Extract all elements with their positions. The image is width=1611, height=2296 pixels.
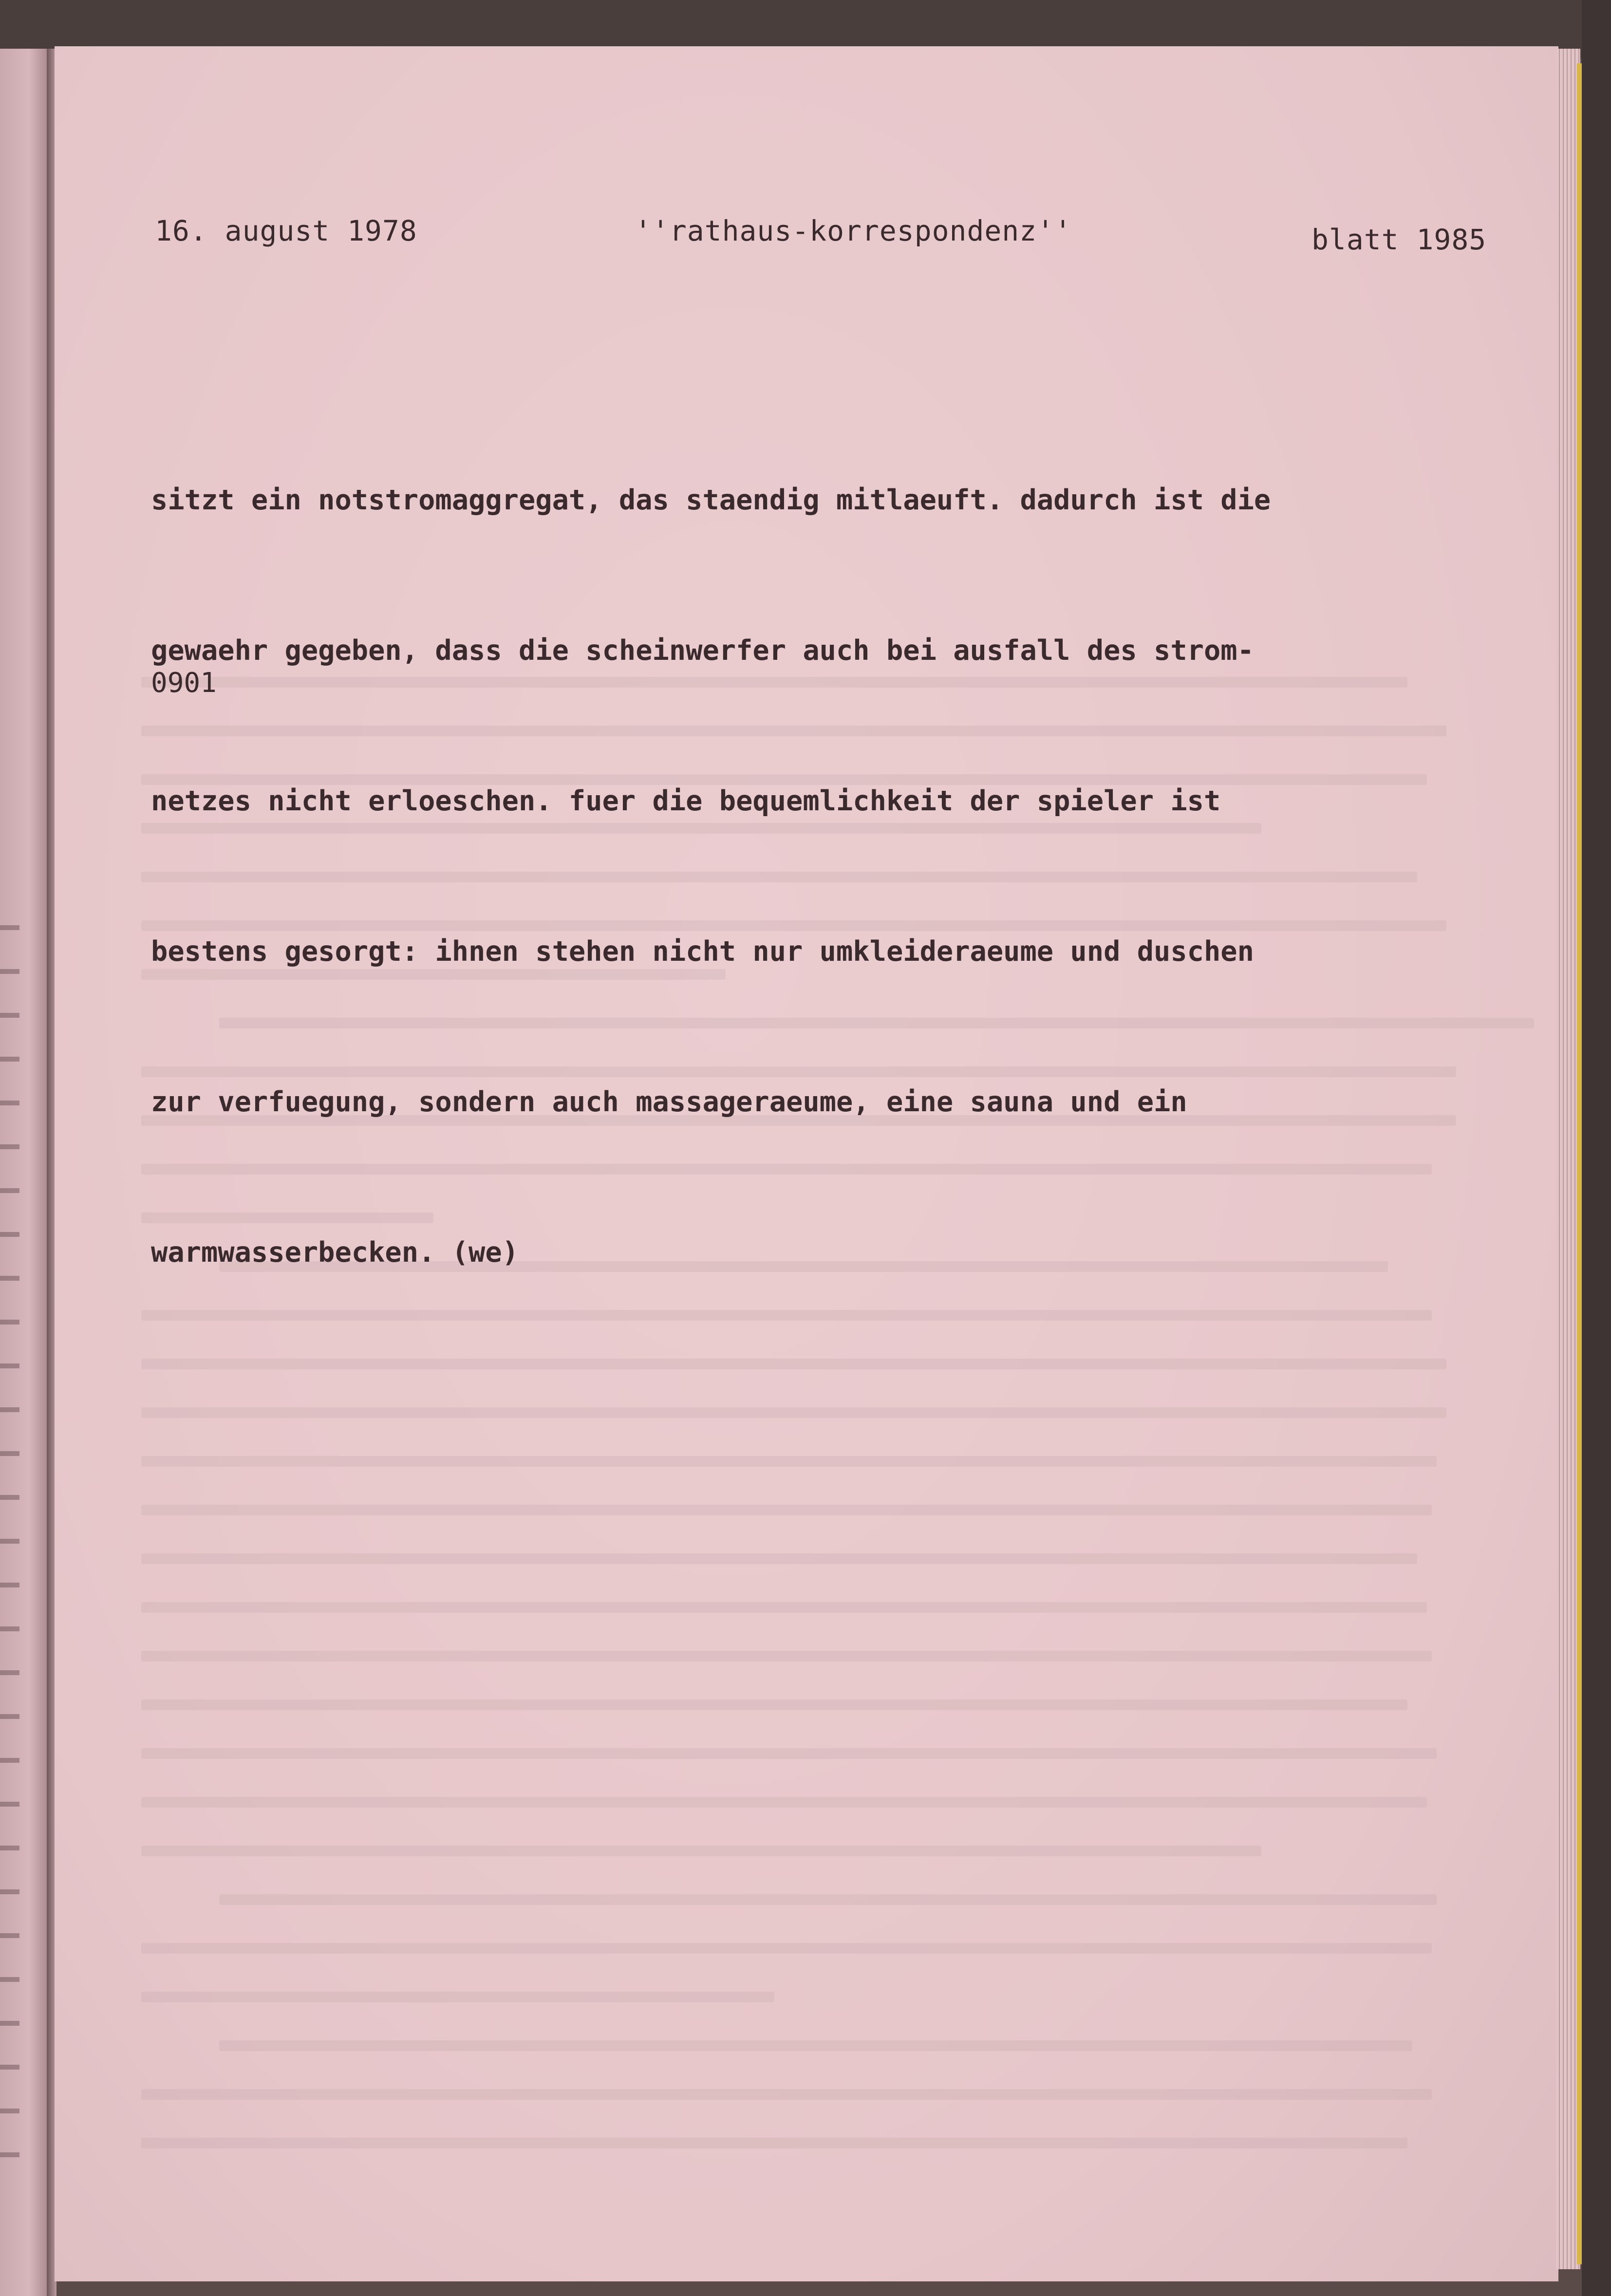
body-line: bestens gesorgt: ihnen stehen nicht nur umkleideraeume und duschen bbox=[151, 935, 1254, 968]
reference-code: 0901 bbox=[151, 667, 217, 699]
previous-page-edge bbox=[0, 49, 49, 2296]
body-line: netzes nicht erloeschen. fuer die bequemlichkeit der spieler ist bbox=[151, 785, 1221, 817]
body-line: sitzt ein notstromaggregat, das staendig mitlaeuft. dadurch ist die bbox=[151, 484, 1271, 516]
body-line: zur verfuegung, sondern auch massageraeume, eine sauna und ein bbox=[151, 1086, 1187, 1118]
yellow-page-edge bbox=[1577, 63, 1582, 2264]
page-header bbox=[155, 214, 1509, 256]
header-date: 16. august 1978 bbox=[155, 214, 417, 247]
body-line: warmwasserbecken. (we) bbox=[151, 1236, 519, 1269]
right-scan-background bbox=[1582, 0, 1611, 2296]
body-text bbox=[151, 375, 1515, 1328]
header-publication: ''rathaus-korrespondenz'' bbox=[635, 214, 1072, 247]
header-sheet-number: blatt 1985 bbox=[1311, 223, 1487, 256]
body-line: gewaehr gegeben, dass die scheinwerfer auch bei ausfall des strom- bbox=[151, 635, 1254, 667]
previous-page-text-marks bbox=[0, 925, 19, 2191]
